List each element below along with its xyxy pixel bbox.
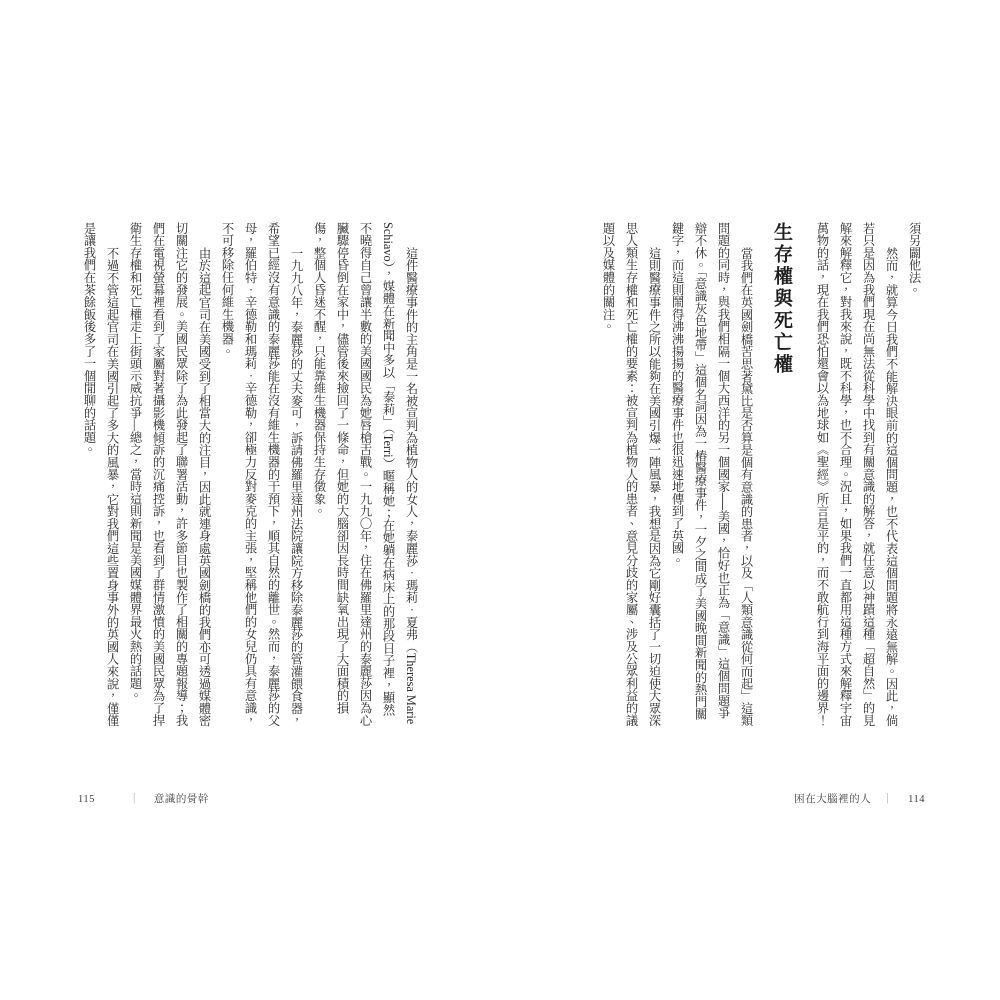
- paragraph: 這則醫療事件之所以能夠在美國引爆一陣風暴，我想是因為它剛好囊括了一切迫使大眾深思人類生存權和死亡權的要素：被宣判為植物人的患者、意見分歧的家屬、涉及公眾利益的議題以及媒體的關注。: [601, 222, 661, 727]
- paragraph: 這件醫療事件的主角是一名被宣判為植物人的女人，泰麗莎．瑪莉．夏弗（Theresa Marie Schiavo），媒體在新聞中多以「泰莉」（Terri）暱稱她；在她躺在病床上的那段日子裡，顯然不曉得自己曾讓半數的美國國民為她唇槍舌戰。一九九〇年，住在佛羅里達州的泰麗莎因為心臟驟停昏倒在家中，儘管後來撿回了一條命，但她的大腦卻因長時間缺氧出現了大面積的損傷，整個人昏迷不醒，只能靠維生機器保持生存徵象。: [312, 222, 418, 727]
- paragraph: 然而，就算今日我們不能解決眼前的這個問題，也不代表這個問題將永遠無解。因此，倘若只是因為我們現在尚無法從科學中找到有關意識的解答，就任意以神蹟這種「超自然」的見解來解釋它，對我來說，既不科學，也不合理。況且，如果我們一直都用這種方式來解釋宇宙萬物的話，現在我們恐怕還會以為地球如《聖經》所言是平的，而不敢航行到海平面的邊界！: [815, 222, 898, 727]
- paragraph: 當我們在英國劍橋苦思著黛比是否算是個有意識的患者，以及「人類意識從何而起」這類問題的同時，與我們相隔一個大西洋的另一個國家──美國，恰好也正為「意識」這個問題爭辯不休。「意識灰色地帶」這個名詞因為一樁醫療事件，一夕之間成了美國晚間新聞的熱門關鍵字，而這則鬧得沸沸揚揚的醫療事件也很迅速地傳到了英國。: [670, 222, 753, 727]
- page-114-footer: [794, 791, 925, 806]
- footer-divider: ｜: [128, 794, 140, 805]
- paragraph-continuation: 須另闢他法。: [907, 222, 921, 296]
- paragraph: 不過不管這起官司在美國引起了多大的風暴，它對我們這些置身事外的英國人來說，僅僅是讓我們在茶餘飯後多了一個閒聊的話題。: [82, 222, 119, 727]
- page-114-body-text: [571, 222, 925, 728]
- page-115-body-text: [52, 222, 422, 728]
- paragraph: 一九九八年，泰麗莎的丈夫麥可，訴請佛羅里達州法院讓院方移除泰麗莎的管灌餵食器，希望已經沒有意識的泰麗莎能在沒有維生機器的干預下，順其自然的離世。然而，泰麗莎的父母，羅伯特．辛德勒和瑪莉．辛德勒，卻極力反對麥克的主張，堅稱他們的女兒仍具有意識，不可移除任何維生機器。: [220, 222, 303, 727]
- footer-divider: ｜: [882, 794, 894, 805]
- footer-book-title: 困在大腦裡的人: [794, 794, 872, 805]
- footer-page-number: 114: [908, 794, 925, 805]
- footer-section-title: 意識的骨幹: [153, 794, 209, 805]
- paragraph: 由於這起官司在美國受到了相當大的注目，因此就連身處英國劍橋的我們亦可透過媒體密切關注它的發展。美國民眾除了為此發起了聯署活動，許多節目也製作了相關的專題報導；我們在電視螢幕裡看到了家屬對著攝影機傾訴的沉痛控訴，也看到了群情激憤的美國民眾為了捍衛生存權和死亡權走上街頭示威抗爭—總之，當時這則新聞是美國媒體界最火熱的話題。: [128, 222, 211, 727]
- footer-page-number: 115: [78, 794, 95, 805]
- page-115-footer: [78, 791, 209, 806]
- section-heading: 生存權與死亡權: [771, 222, 792, 376]
